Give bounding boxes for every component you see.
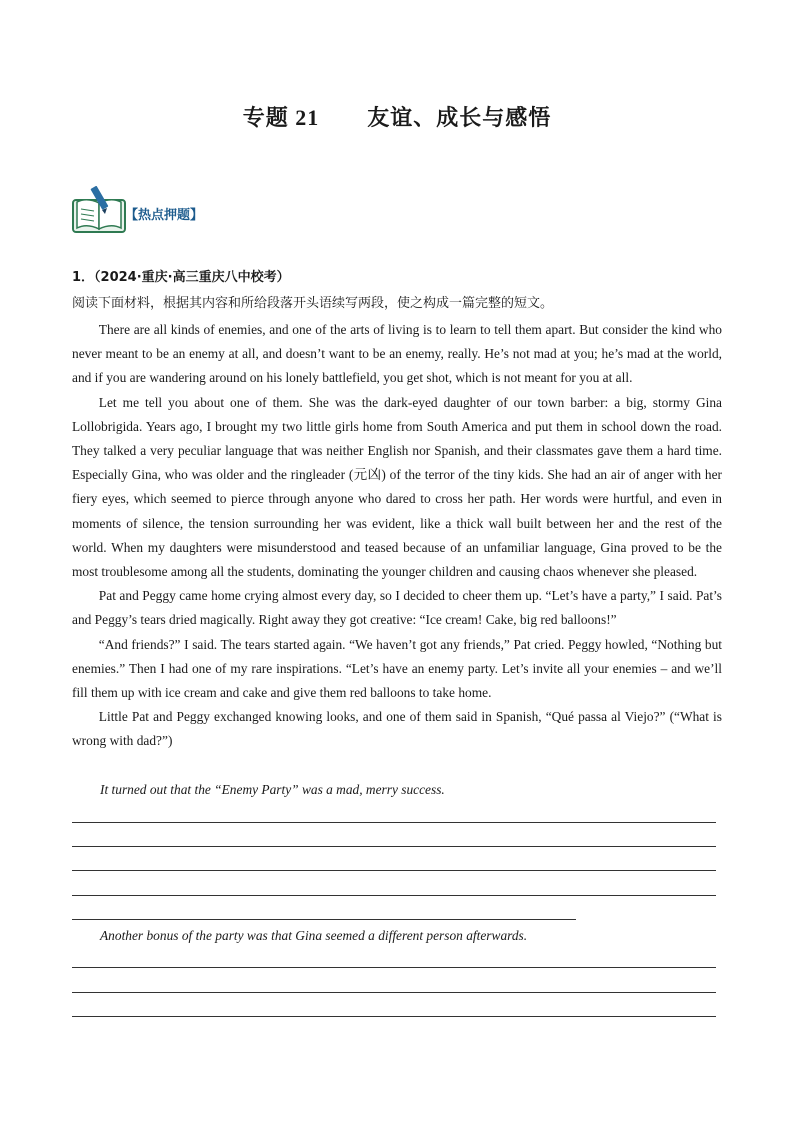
question-header	[72, 266, 290, 285]
section-label: 【热点押题】	[125, 208, 204, 223]
open-book-pencil-icon	[72, 186, 126, 234]
continuation-prompt-2: Another bonus of the party was that Gina seemed a different person afterwards.	[100, 928, 528, 943]
continuation-prompt-1: It turned out that the “Enemy Party” was a mad, merry success.	[100, 782, 445, 797]
question-number: 1．	[72, 270, 95, 285]
reading-passage	[72, 318, 722, 754]
answer-line[interactable]	[72, 822, 716, 823]
answer-line[interactable]	[72, 870, 716, 871]
passage-paragraph: Little Pat and Peggy exchanged knowing looks, and one of them said in Spanish, “Qué passa al Viejo?” (“What is wrong with dad?”)	[72, 709, 722, 749]
topic-title: 友谊、成长与感悟	[367, 105, 552, 130]
page-title	[0, 101, 794, 132]
answer-line[interactable]	[72, 967, 716, 968]
answer-line[interactable]	[72, 992, 716, 993]
question-instruction: 阅读下面材料，根据其内容和所给段落开头语续写两段，使之构成一篇完整的短文。	[72, 296, 554, 311]
passage-paragraph: There are all kinds of enemies, and one of the arts of living is to learn to tell them apart. But consider the kind who never meant to be an enemy at all, and doesn’t want to be an enemy, really. He’s not mad at you; he’s mad at the world, and if you are wandering around on his lonely battlefield, you get shot, which is not meant for you at all.	[72, 322, 722, 386]
topic-number: 专题 21	[242, 105, 320, 130]
answer-line[interactable]	[72, 919, 576, 920]
answer-line[interactable]	[72, 1016, 716, 1017]
answer-line[interactable]	[72, 895, 716, 896]
question-source: （2024·重庆·高三重庆八中校考）	[94, 270, 290, 285]
passage-paragraph: Let me tell you about one of them. She was the dark-eyed daughter of our town barber: a big, stormy Gina Lollobrigida. Years ago, I brought my two little girls home from South America and put them in school down the road. They talked a very peculiar language that was neither English nor Spanish, and their classmates gave them a hard time. Especially Gina, who was older and the ringleader (元凶) of the terror of the tiny kids. She had an air of anger with her fiery eyes, which seemed to pierce through anyone who dared to cross her path. Her words were hurtful, and even in moments of silence, the tension surrounding her was evident, like a thick wall built between her and the rest of the world. When my daughters were misunderstood and teased because of an unfamiliar language, Gina proved to be the most troublesome among all the students, dominating the younger children and causing chaos whenever she pleased.	[72, 394, 722, 580]
passage-paragraph: Pat and Peggy came home crying almost every day, so I decided to cheer them up. “Let’s have a party,” I said. Pat’s and Peggy’s tears dried magically. Right away they got creative: “Ice cream! Cake, big red balloons!”	[72, 588, 722, 628]
answer-line[interactable]	[72, 846, 716, 847]
passage-paragraph: “And friends?” I said. The tears started again. “We haven’t got any friends,” Pat cried. Peggy howled, “Nothing but enemies.” Then I had one of my rare inspirations. “Let’s have an enemy party. Let’s invite all your enemies – and we’ll fill them up with ice cream and cake and give them red balloons to take home.	[72, 636, 722, 701]
